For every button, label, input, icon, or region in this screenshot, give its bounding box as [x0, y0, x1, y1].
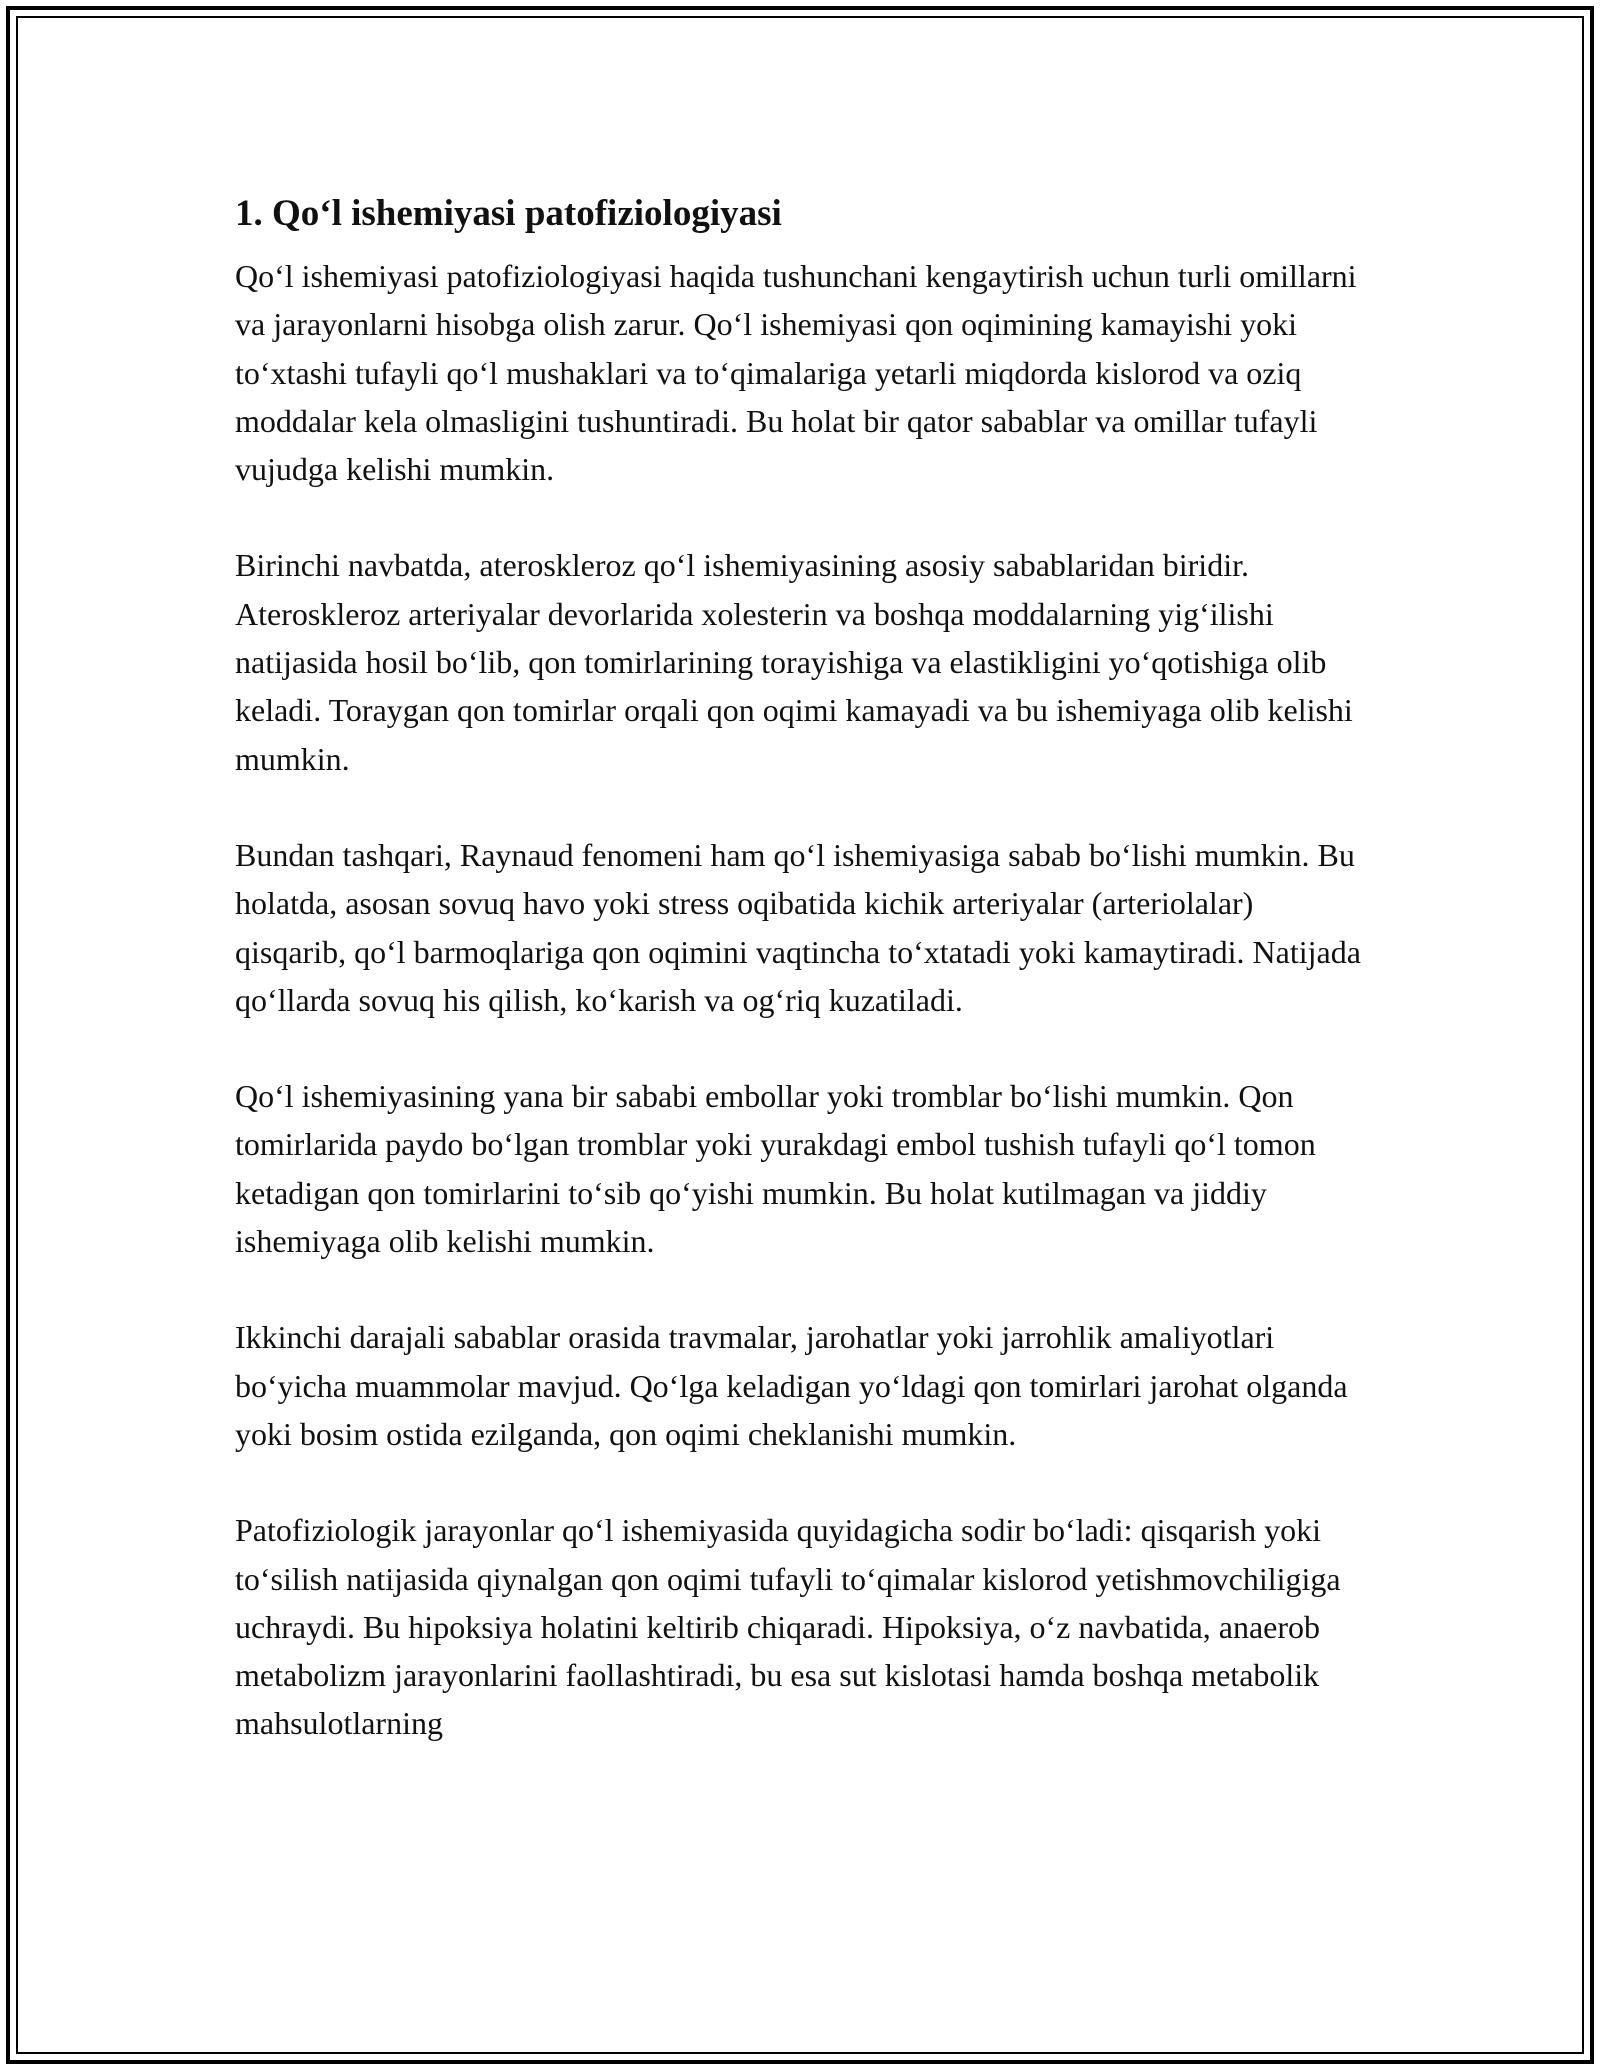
- paragraph-5: Ikkinchi darajali sabablar orasida travmalar, jarohatlar yoki jarrohlik amaliyotlari bo‘yicha muammolar mavjud. Qo‘lga keladigan yo‘ldagi qon tomirlari jarohat olganda yoki bosim ostida ezilganda, qon oqimi cheklanishi mumkin.: [235, 1319, 1348, 1452]
- document-body: [235, 188, 1370, 1748]
- paragraph-2: Birinchi navbatda, ateroskleroz qo‘l ishemiyasining asosiy sabablaridan biridir. Ateroskleroz arteriyalar devorlarida xolesterin va boshqa moddalarning yig‘ilishi natijasida hosil bo‘lib, qon tomirlarining torayishiga va elastikligini yo‘qotishiga olib keladi. Toraygan qon tomirlar orqali qon oqimi kamayadi va bu ishemiyaga olib kelishi mumkin.: [235, 547, 1353, 777]
- paragraph-1: Qo‘l ishemiyasi patofiziologiyasi haqida tushunchani kengaytirish uchun turli omillarni va jarayonlarni hisobga olish zarur. Qo‘l ishemiyasi qon oqimining kamayishi yoki to‘xtashi tufayli qo‘l mushaklari va to‘qimalariga yetarli miqdorda kislorod va oziq moddalar kela olmasligini tushuntiradi. Bu holat bir qator sabablar va omillar tufayli vujudga kelishi mumkin.: [235, 258, 1357, 488]
- paragraph-6: Patofiziologik jarayonlar qo‘l ishemiyasida quyidagicha sodir bo‘ladi: qisqarish yoki to‘silish natijasida qiynalgan qon oqimi tufayli to‘qimalar kislorod yetishmovchiligiga uchraydi. Bu hipoksiya holatini keltirib chiqaradi. Hipoksiya, o‘z navbatida, anaerob metabolizm jarayonlarini faollashtiradi, bu esa sut kislotasi hamda boshqa metabolik mahsulotlarning: [235, 1512, 1341, 1742]
- section-heading: 1. Qo‘l ishemiyasi patofiziologiyasi: [235, 193, 782, 234]
- paragraph-3: Bundan tashqari, Raynaud fenomeni ham qo‘l ishemiyasiga sabab bo‘lishi mumkin. Bu holatda, asosan sovuq havo yoki stress oqibatida kichik arteriyalar (arteriolalar) qisqarib, qo‘l barmoqlariga qon oqimini vaqtincha to‘xtatadi yoki kamaytiradi. Natijada qo‘llarda sovuq his qilish, ko‘karish va og‘riq kuzatiladi.: [235, 836, 1361, 1018]
- paragraph-4: Qo‘l ishemiyasining yana bir sababi embollar yoki tromblar bo‘lishi mumkin. Qon tomirlarida paydo bo‘lgan tromblar yoki yurakdagi embol tushish tufayli qo‘l tomon ketadigan qon tomirlarini to‘sib qo‘yishi mumkin. Bu holat kutilmagan va jiddiy ishemiyaga olib kelishi mumkin.: [235, 1078, 1316, 1260]
